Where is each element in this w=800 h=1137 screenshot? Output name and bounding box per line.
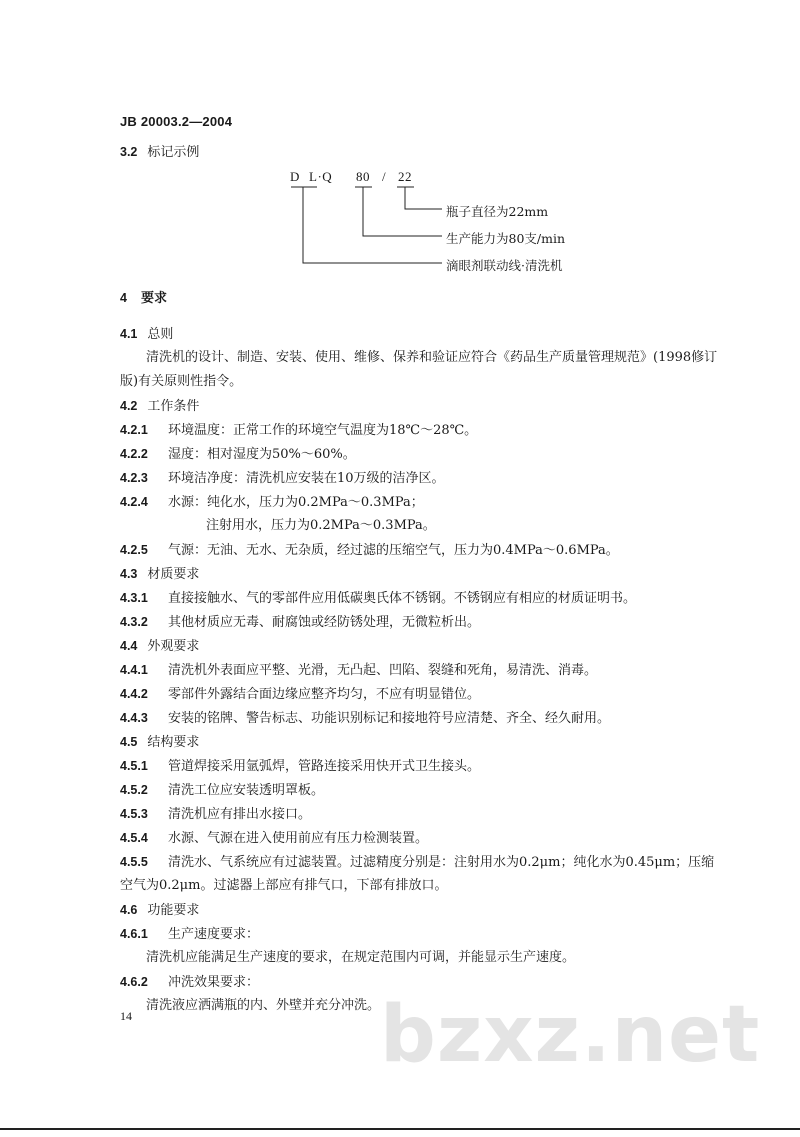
body-line: [120, 878, 447, 894]
body-line: [120, 782, 324, 799]
body-line: [120, 758, 480, 775]
clause-number: 4.5.2: [120, 783, 148, 797]
body-line: [206, 518, 436, 534]
clause-number: 4.4.3: [120, 711, 148, 725]
code-part-slash: /: [382, 169, 387, 184]
clause-number: 4.3: [120, 567, 138, 581]
clause-text: 水源：纯化水，压力为0.2MPa～0.3MPa；: [168, 495, 424, 510]
body-line: [120, 902, 199, 919]
marking-heading-number: 3.2: [120, 145, 138, 159]
clause-text: 清洗工位应安装透明罩板。: [168, 783, 325, 798]
clause-heading: 外观要求: [147, 639, 200, 654]
label-product-name: 滴眼剂联动线·清洗机: [446, 258, 563, 273]
document-code: JB 20003.2—2004: [120, 114, 233, 129]
body-line: [120, 926, 259, 943]
body-line: [120, 590, 636, 607]
clause-number: 4.3.1: [120, 591, 148, 605]
body-line: [120, 710, 610, 727]
clause-number: 4.3.2: [120, 615, 148, 629]
clause-number: 4.6: [120, 903, 138, 917]
body-line: [120, 974, 259, 991]
leader-capacity: [363, 187, 442, 236]
clause-number: 4.5.3: [120, 807, 148, 821]
clause-number: 4.4.2: [120, 687, 148, 701]
section-4-number: 4: [120, 291, 127, 305]
clause-number: 4.5.1: [120, 759, 148, 773]
clause-text: 气源：无油、无水、无杂质，经过滤的压缩空气，压力为0.4MPa～0.6MPa。: [168, 543, 619, 558]
clause-number: 4.2: [120, 399, 138, 413]
clause-text: 版)有关原则性指令。: [120, 374, 243, 389]
clause-number: 4.4: [120, 639, 138, 653]
body-line: [120, 470, 445, 487]
clause-text: 零部件外露结合面边缘应整齐均匀，不应有明显错位。: [168, 687, 481, 702]
clause-text: 生产速度要求：: [168, 927, 260, 942]
body-line: [146, 998, 380, 1014]
code-part-lq: L·Q: [309, 169, 333, 184]
clause-text: 清洗液应洒满瓶的内、外壁并充分冲洗。: [146, 998, 381, 1013]
body-line: [146, 350, 717, 366]
clause-text: 清洗机应有排出水接口。: [168, 807, 312, 822]
clause-number: 4.5: [120, 735, 138, 749]
clause-text: 直接接触水、气的零部件应用低碳奥氏体不锈钢。不锈钢应有相应的材质证明书。: [168, 591, 637, 606]
clause-text: 管道焊接采用氩弧焊，管路连接采用快开式卫生接头。: [168, 759, 481, 774]
label-capacity: 生产能力为80支/min: [446, 231, 566, 246]
body-line: [120, 494, 424, 511]
section-4-title: 要求: [140, 291, 167, 306]
marking-heading-text: 标记示例: [147, 145, 200, 160]
body-line: [120, 398, 199, 415]
leader-diameter: [405, 187, 442, 209]
clause-number: 4.2.4: [120, 495, 148, 509]
clause-number: 4.2.3: [120, 471, 148, 485]
body-line: [120, 614, 480, 631]
marking-connector-lines: [0, 0, 800, 300]
bottom-rule: [0, 1128, 800, 1130]
clause-text: 空气为0.2μm。过滤器上部应有排气口，下部有排放口。: [120, 878, 448, 893]
clause-text: 清洗机外表面应平整、光滑，无凸起、凹陷、裂缝和死角，易清洗、消毒。: [168, 663, 598, 678]
clause-number: 4.5.5: [120, 855, 148, 869]
body-line: [120, 662, 597, 679]
watermark: bzxz.net: [380, 990, 761, 1080]
body-line: [120, 374, 242, 390]
clause-heading: 材质要求: [147, 567, 200, 582]
body-line: [120, 422, 477, 439]
clause-text: 清洗机应能满足生产速度的要求，在规定范围内可调，并能显示生产速度。: [146, 950, 576, 965]
clause-number: 4.2.1: [120, 423, 148, 437]
body-line: [120, 638, 199, 655]
body-line: [146, 950, 575, 966]
body-line: [120, 806, 311, 823]
clause-text: 其他材质应无毒、耐腐蚀或经防锈处理，无微粒析出。: [168, 615, 481, 630]
clause-number: 4.2.5: [120, 543, 148, 557]
clause-heading: 工作条件: [147, 399, 200, 414]
body-line: [120, 686, 480, 703]
body-line: [120, 566, 199, 583]
clause-text: 冲洗效果要求：: [168, 975, 260, 990]
clause-text: 清洗水、气系统应有过滤装置。过滤精度分别是：注射用水为0.2μm；纯化水为0.45μm；压缩: [168, 855, 715, 870]
clause-number: 4.1: [120, 327, 138, 341]
clause-number: 4.5.4: [120, 831, 148, 845]
code-part-diameter: 22: [398, 169, 412, 184]
label-diameter: 瓶子直径为22mm: [446, 204, 549, 219]
clause-text: 环境温度：正常工作的环境空气温度为18℃～28℃。: [168, 423, 478, 438]
clause-heading: 功能要求: [147, 903, 200, 918]
page-number: 14: [120, 1009, 132, 1023]
clause-heading: 总则: [147, 327, 174, 342]
body-line: [120, 734, 199, 751]
body-line: [120, 830, 428, 847]
clause-heading: 结构要求: [147, 735, 200, 750]
clause-number: 4.2.2: [120, 447, 148, 461]
section-4-heading: [120, 290, 167, 307]
clause-text: 环境洁净度：清洗机应安装在10万级的洁净区。: [168, 471, 445, 486]
leader-product: [303, 187, 442, 263]
code-part-capacity: 80: [356, 169, 370, 184]
clause-number: 4.4.1: [120, 663, 148, 677]
body-line: [120, 854, 714, 871]
clause-number: 4.6.1: [120, 927, 148, 941]
body-line: [120, 446, 356, 463]
body-line: [120, 326, 173, 343]
code-part-d: D: [290, 169, 300, 184]
body-line: [120, 542, 619, 559]
clause-text: 水源、气源在进入使用前应有压力检测装置。: [168, 831, 429, 846]
clause-number: 4.6.2: [120, 975, 148, 989]
clause-text: 注射用水，压力为0.2MPa～0.3MPa。: [206, 518, 436, 533]
clause-text: 湿度：相对湿度为50%～60%。: [168, 447, 356, 462]
clause-text: 清洗机的设计、制造、安装、使用、维修、保养和验证应符合《药品生产质量管理规范》(1998修订: [146, 350, 718, 365]
clause-text: 安装的铭牌、警告标志、功能识别标记和接地符号应清楚、齐全、经久耐用。: [168, 711, 611, 726]
